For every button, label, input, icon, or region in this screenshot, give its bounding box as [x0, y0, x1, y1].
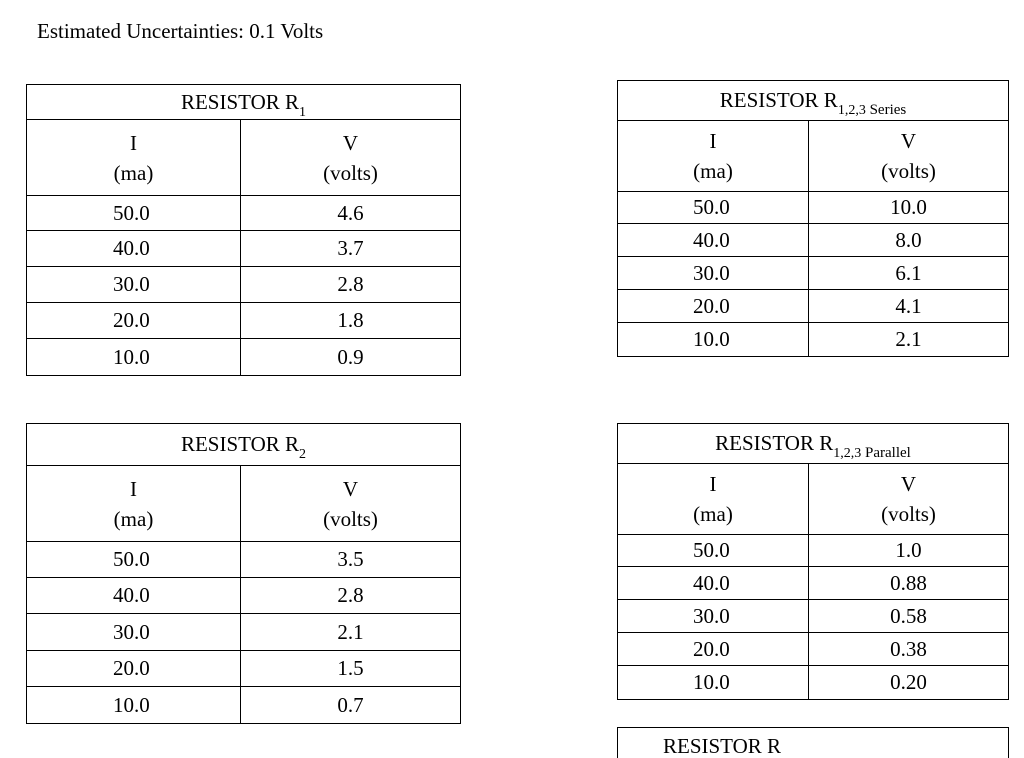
current-column-header: I (ma)	[618, 121, 809, 192]
table-row	[618, 290, 1009, 323]
voltage-cell: 3.5	[241, 542, 461, 578]
table-row	[618, 535, 1009, 567]
table-row	[618, 633, 1009, 666]
voltage-cell: 2.1	[241, 614, 461, 651]
table-row	[27, 542, 461, 578]
current-cell: 40.0	[618, 567, 809, 600]
voltage-column-header: V (volts)	[241, 466, 461, 542]
table-row	[618, 567, 1009, 600]
table-row	[27, 231, 461, 267]
resistor-parallel-table	[617, 423, 1009, 700]
current-cell: 20.0	[27, 303, 241, 339]
table-title: RESISTOR $R_{1,2,3}$ $_{Series}$	[618, 81, 1009, 121]
table-title: RESISTOR $R_2$	[27, 424, 461, 466]
current-column-header: I (ma)	[618, 464, 809, 535]
table-row	[618, 666, 1009, 700]
table-row	[618, 323, 1009, 357]
current-column-header: I (ma)	[27, 466, 241, 542]
voltage-cell: 0.7	[241, 687, 461, 724]
voltage-cell: 6.1	[809, 257, 1009, 290]
table-row	[27, 339, 461, 376]
voltage-column-header: V (volts)	[809, 464, 1009, 535]
table-row	[27, 578, 461, 614]
current-cell: 50.0	[27, 542, 241, 578]
current-cell: 10.0	[618, 666, 809, 700]
voltage-column-header: V (volts)	[809, 121, 1009, 192]
current-cell: 30.0	[618, 600, 809, 633]
voltage-cell: 8.0	[809, 224, 1009, 257]
voltage-cell: 4.1	[809, 290, 1009, 323]
table-row	[618, 600, 1009, 633]
table-row	[27, 267, 461, 303]
resistor-series-table	[617, 80, 1009, 357]
voltage-cell: 0.58	[809, 600, 1009, 633]
table-row	[618, 257, 1009, 290]
current-cell: 20.0	[618, 290, 809, 323]
estimated-uncertainties: Estimated Uncertainties: 0.1 Volts	[37, 19, 324, 43]
voltage-cell: 1.8	[241, 303, 461, 339]
current-cell: 10.0	[27, 339, 241, 376]
resistor-r1-table	[26, 84, 461, 376]
current-cell: 50.0	[618, 192, 809, 224]
voltage-cell: 3.7	[241, 231, 461, 267]
current-cell: 40.0	[27, 578, 241, 614]
table-row	[27, 303, 461, 339]
current-column-header: I (ma)	[27, 120, 241, 196]
current-cell: 10.0	[27, 687, 241, 724]
voltage-cell: 2.8	[241, 578, 461, 614]
current-cell: 50.0	[618, 535, 809, 567]
current-cell: 50.0	[27, 196, 241, 231]
resistor-r2-table	[26, 423, 461, 724]
partial-resistor-table	[617, 727, 1009, 758]
current-cell: 40.0	[618, 224, 809, 257]
voltage-column-header: V (volts)	[241, 120, 461, 196]
voltage-cell: 2.8	[241, 267, 461, 303]
partial-table-title: RESISTOR R	[663, 734, 782, 758]
current-cell: 10.0	[618, 323, 809, 357]
table-row	[27, 687, 461, 724]
voltage-cell: 0.20	[809, 666, 1009, 700]
current-cell: 30.0	[27, 267, 241, 303]
table-row	[27, 196, 461, 231]
voltage-cell: 0.38	[809, 633, 1009, 666]
table-title: RESISTOR $R_1$	[27, 85, 461, 120]
current-cell: 30.0	[27, 614, 241, 651]
voltage-cell: 2.1	[809, 323, 1009, 357]
voltage-cell: 1.0	[809, 535, 1009, 567]
voltage-cell: 0.9	[241, 339, 461, 376]
table-row	[27, 651, 461, 687]
current-cell: 40.0	[27, 231, 241, 267]
current-cell: 20.0	[27, 651, 241, 687]
voltage-cell: 10.0	[809, 192, 1009, 224]
current-cell: 20.0	[618, 633, 809, 666]
voltage-cell: 0.88	[809, 567, 1009, 600]
table-row	[618, 192, 1009, 224]
table-row	[27, 614, 461, 651]
table-row	[618, 224, 1009, 257]
voltage-cell: 4.6	[241, 196, 461, 231]
current-cell: 30.0	[618, 257, 809, 290]
voltage-cell: 1.5	[241, 651, 461, 687]
table-title: RESISTOR $R_{1,2,3}$ $_{Parallel}$	[618, 424, 1009, 464]
